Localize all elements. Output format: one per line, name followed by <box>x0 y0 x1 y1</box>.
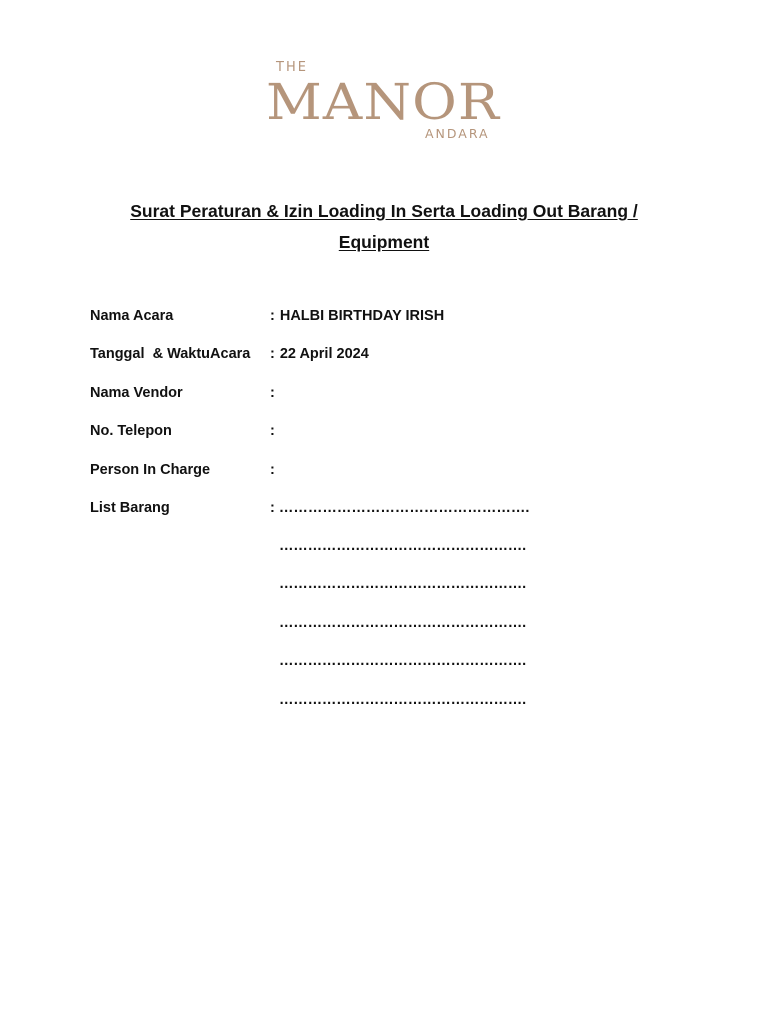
field-value-wrapper <box>270 341 369 367</box>
field-row-no-telepon <box>90 418 710 456</box>
document-title-line-2: Equipment <box>338 232 430 252</box>
field-value: 22 April 2024 <box>279 346 369 363</box>
field-label: Nama Acara <box>90 308 174 324</box>
field-value-wrapper <box>270 303 444 329</box>
field-row-nama-vendor <box>90 380 710 418</box>
logo-andara-text: ANDARA <box>425 126 490 141</box>
field-colon: : <box>270 461 275 478</box>
document-title <box>90 196 678 258</box>
field-colon: : <box>270 499 275 516</box>
field-row-tanggal-waktu <box>90 341 710 379</box>
list-barang-blank-line: ……………………………………………. <box>279 614 526 631</box>
field-value-wrapper <box>270 418 280 444</box>
field-value: ……………………………………………. <box>278 499 530 516</box>
logo-manor-text: MANOR <box>266 73 501 131</box>
field-value-wrapper <box>270 495 529 521</box>
field-label: Tanggal & WaktuAcara <box>90 346 251 363</box>
field-row-person-in-charge <box>90 457 710 495</box>
field-colon: : <box>270 308 275 324</box>
list-barang-blank-line: ……………………………………………. <box>279 653 526 670</box>
field-row-nama-acara <box>90 303 710 341</box>
field-value: HALBI BIRTHDAY IRISH <box>279 308 445 324</box>
list-barang-blank-line: ……………………………………………. <box>279 576 526 593</box>
document-title-line-1: Surat Peraturan & Izin Loading In Serta Loading Out Barang / <box>130 201 638 221</box>
list-barang-blank-line: ……………………………………………. <box>279 538 526 554</box>
field-value-wrapper <box>270 380 280 406</box>
field-label: No. Telepon <box>90 423 172 440</box>
list-barang-blank-line: ……………………………………………. <box>279 691 526 708</box>
field-colon: : <box>270 384 275 401</box>
event-info-form <box>90 303 710 708</box>
the-manor-andara-logo <box>266 56 502 144</box>
field-colon: : <box>270 346 275 363</box>
field-row-list-barang <box>90 495 710 533</box>
field-colon: : <box>270 423 275 440</box>
field-label: List Barang <box>90 499 170 516</box>
logo-the-text: THE <box>276 60 308 75</box>
field-label: Nama Vendor <box>90 384 183 401</box>
field-label: Person In Charge <box>90 461 211 478</box>
field-value-wrapper <box>270 457 280 483</box>
